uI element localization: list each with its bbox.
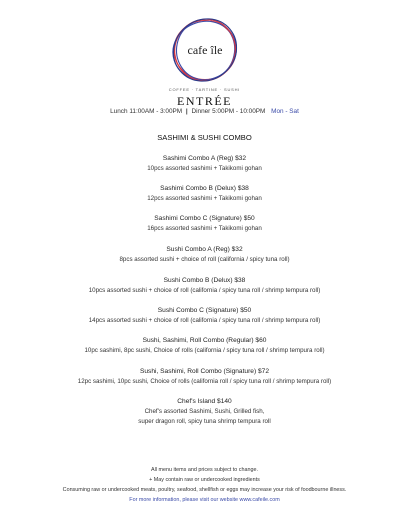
menu-item-title: Sashimi Combo B (Delux) $38 (160, 185, 249, 192)
menu-item-desc: 12pc sashimi, 10pc sushi, Choice of rolls (california roll / spicy tuna roll / shrimp tempura roll) (77, 378, 332, 385)
menu-item-chefs-island (0, 397, 409, 427)
hours-separator: | (185, 108, 188, 115)
lunch-hours: Lunch 11:00AM - 3:00PM (110, 108, 183, 115)
menu-item-sashimi-c (0, 214, 409, 234)
footer-price-note: All menu items and prices subject to change. (151, 467, 258, 473)
menu-item-title: Sushi Combo A (Reg) $32 (166, 246, 243, 253)
footer-health-warning: Consuming raw or undercooked meats, poultry, seafood, shellfish or eggs may increase your risk of foodbourne illness. (62, 487, 347, 493)
cafe-ile-logo (170, 15, 240, 85)
menu-item-desc: 10pcs assorted sashimi + Takikomi gohan (147, 165, 262, 172)
menu-item-desc: 10pcs assorted sushi + choice of roll (california / spicy tuna roll / shrimp tempura roll) (88, 287, 321, 294)
menu-item-title: Sushi Combo C (Signature) $50 (157, 307, 252, 314)
menu-item-title: Sashimi Combo A (Reg) $32 (162, 155, 247, 162)
menu-item-title: Sushi, Sashimi, Roll Combo (Signature) $72 (139, 368, 269, 375)
menu-item-desc: 14pcs assorted sushi + choice of roll (california / spicy tuna roll / shrimp tempura roll) (88, 317, 321, 324)
menu-item-roll-combo-regular (0, 336, 409, 356)
page-heading: ENTRÉE (177, 94, 232, 108)
footer-website-link[interactable]: For more information, please visit our website www.cafeile.com (129, 497, 280, 503)
footer-raw-note: + May contain raw or undercooked ingredients (149, 477, 260, 483)
menu-item-desc: 16pcs assorted sashimi + Takikomi gohan (147, 225, 262, 232)
menu-item-sushi-a (0, 245, 409, 265)
menu-item-sushi-b (0, 276, 409, 296)
menu-item-title: Sushi, Sashimi, Roll Combo (Regular) $60 (142, 337, 267, 344)
menu-item-sashimi-a (0, 154, 409, 174)
logo-tagline: COFFEE · TARTINE · SUSHI (168, 87, 241, 92)
menu-item-desc: Chef's assorted Sashimi, Sushi, Grilled fish, (144, 408, 265, 415)
section-title: SASHIMI & SUSHI COMBO (157, 133, 252, 142)
menu-item-sashimi-b (0, 184, 409, 204)
menu-item-title: Sashimi Combo C (Signature) $50 (154, 215, 255, 222)
menu-item-desc: super dragon roll, spicy tuna shrimp tempura roll (138, 418, 271, 425)
logo-name: cafe île (187, 43, 223, 57)
dinner-hours: Dinner 5:00PM - 10:00PM (191, 108, 266, 115)
opening-hours (0, 108, 409, 115)
open-days: Mon - Sat (271, 108, 299, 115)
menu-item-desc: 8pcs assorted sushi + choice of roll (california / spicy tuna roll) (119, 256, 290, 263)
menu-item-sushi-c (0, 306, 409, 326)
menu-item-title: Sushi Combo B (Delux) $38 (163, 277, 246, 284)
menu-item-roll-combo-signature (0, 367, 409, 387)
menu-item-title: Chef's Island $140 (177, 398, 232, 405)
menu-item-desc: 12pcs assorted sashimi + Takikomi gohan (147, 195, 262, 202)
menu-item-desc: 10pc sashimi, 8pc sushi, Choice of rolls (california / spicy tuna roll / shrimp tempura roll) (84, 347, 325, 354)
